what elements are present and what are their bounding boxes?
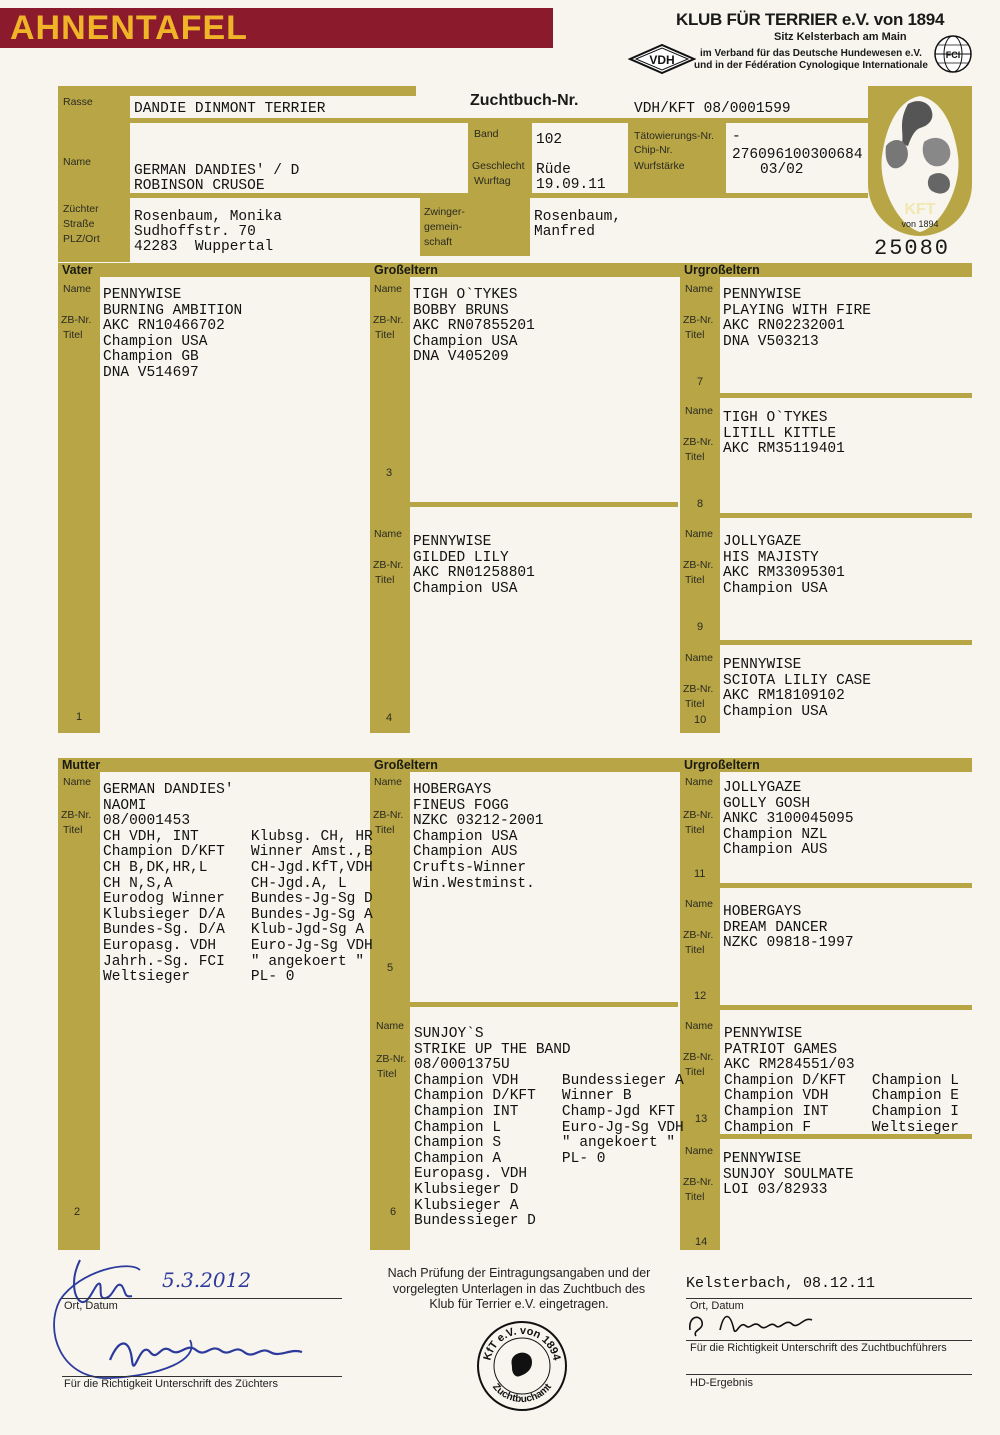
pedigree-entry-6 [370,1018,684,1248]
entry-number: 1 [76,711,83,723]
pedigree-entry-9 [680,526,972,638]
name-label: Name [63,156,92,168]
name-label: Name [63,776,92,788]
vdh-logo [628,44,696,74]
breeder-signature-label: Für die Richtigkeit Unterschrift des Züchters [64,1378,278,1390]
registration-note [360,1266,678,1313]
titel-label: Titel [63,329,83,341]
registrar-ort-datum: Kelsterbach, 08.12.11 [686,1275,876,1292]
pedigree-entry-10 [680,650,972,732]
strasse-label: Straße [63,218,95,230]
breeder-ort-line [62,1298,342,1299]
hd-result-line [686,1374,972,1375]
titel-label: Titel [685,451,705,463]
zwinger-label-2: gemein- [424,221,462,233]
zuchtbuchamt-stamp [476,1320,568,1412]
zb-label: ZB-Nr. [376,1053,407,1065]
zb-label: ZB-Nr. [683,1051,714,1063]
entry-text: JOLLYGAZE GOLLY GOSH ANKC 3100045095 Champion NZL Champion AUS [723,780,854,859]
fci-logo-text: FCI [945,50,961,60]
titel-label: Titel [685,824,705,836]
urgrosseltern-header-1: Urgroßeltern [684,263,760,277]
name-label: Name [374,283,403,295]
zb-label: ZB-Nr. [683,314,714,326]
wurfstaerke-label: Wurfstärke [634,160,685,172]
pedigree-entry-2 [58,776,373,1248]
zb-label: ZB-Nr. [683,683,714,695]
divider-12-13 [720,1005,972,1010]
registrar-ort-label: Ort, Datum [690,1300,744,1312]
divider-3-4 [410,502,678,507]
name-label: Name [685,528,714,540]
mother-header-bar [58,758,972,772]
entry-number: 9 [697,621,704,633]
entry-text: PENNYWISE PATRIOT GAMES AKC RM284551/03 Champion D/KFT Champion L Champion VDH Champion E Champion INT Champion I Champion F Weltsieger [724,1026,959,1136]
kft-logo-text: KFT [904,201,936,218]
entry-text: PENNYWISE SCIOTA LILIY CASE AKC RM18109102 Champion USA [723,657,871,720]
page-title: AHNENTAFEL [10,9,248,47]
pedigree-entry-12 [680,896,972,1004]
chip-value: 276096100300684 [732,147,863,163]
vdh-logo-text: VDH [649,53,675,67]
rasse-label: Rasse [63,96,93,108]
geschlecht-label: Geschlecht [472,160,525,172]
registrar-signature-line [686,1340,972,1341]
titel-label: Titel [375,824,395,836]
pedigree-entry-14 [680,1143,972,1248]
divider-7-8 [720,393,972,398]
name-label: Name [685,1020,714,1032]
zb-label: ZB-Nr. [61,314,92,326]
band-value: 102 [536,132,563,148]
titel-label: Titel [685,329,705,341]
pedigree-entry-5 [370,776,678,1000]
entry-number: 2 [74,1206,81,1218]
entry-text: TIGH O`TYKES LITILL KITTLE AKC RM35119401 [723,410,845,458]
entry-number: 3 [386,467,393,479]
entry-number: 7 [697,376,704,388]
urgrosseltern-header-2: Urgroßeltern [684,758,760,772]
divider-11-12 [720,883,972,888]
pedigree-entry-8 [680,403,972,513]
entry-text: PENNYWISE PLAYING WITH FIRE AKC RN02232001 DNA V503213 [723,287,871,350]
entry-number: 12 [694,990,707,1002]
entry-number: 6 [390,1206,397,1218]
entry-text: GERMAN DANDIES' NAOMI 08/0001453 CH VDH, INT Klubsg. CH, HR Champion D/KFT Winner Amst.,B CH B,DK,HR,L CH-Jgd.KfT,VDH CH N,S,A CH-Jgd.A, L Eurodog Winner Bundes-Jg-Sg D Klubsieger D/A Bundes-Jg-Sg A Bundes-Sg. D/A Klub-Jgd-Sg A Europasg. VDH Euro-Jg-Sg VDH Jahrh.-Sg. FCI " angekoert " Weltsieger PL- 0 [103,782,373,986]
entry-number: 13 [695,1113,708,1125]
zb-label: ZB-Nr. [61,809,92,821]
pedigree-entry-3 [370,281,678,501]
taetowierung-value: - [732,129,741,145]
taetowierung-label: Tätowierungs-Nr. [634,130,714,142]
entry-number: 5 [387,962,394,974]
zb-label: ZB-Nr. [683,809,714,821]
zb-label: ZB-Nr. [373,559,404,571]
rasse-value: DANDIE DINMONT TERRIER [134,101,326,117]
pedigree-entry-13 [680,1018,972,1136]
stamp-bottom-text: Zuchtbuchamt [490,1381,554,1406]
vater-header: Vater [62,263,93,277]
entry-text: TIGH O`TYKES BOBBY BRUNS AKC RN07855201 Champion USA DNA V405209 [413,287,535,366]
entry-text: PENNYWISE BURNING AMBITION AKC RN10466702 Champion USA Champion GB DNA V514697 [103,287,243,381]
band-label: Band [474,128,499,140]
pedigree-entry-1 [58,281,368,731]
entry-text: PENNYWISE GILDED LILY AKC RN01258801 Champion USA [413,534,535,597]
zwinger-value-2: Manfred [534,224,595,240]
titel-label: Titel [685,574,705,586]
club-seat: Sitz Kelsterbach am Main [774,31,907,43]
zb-label: ZB-Nr. [683,929,714,941]
entry-text: SUNJOY`S STRIKE UP THE BAND 08/0001375U Champion VDH Bundessieger A Champion D/KFT Winner B Champion INT Champ-Jgd KFT Champion L Euro-Jg-Sg VDH Champion S " angekoert " Champion A PL- 0 Europasg. VDH Klubsieger D Klubsieger A Bundessieger D [414,1026,684,1230]
name-line-1: GERMAN DANDIES' / D [134,163,300,179]
zuechter-value: Rosenbaum, Monika [134,209,282,225]
name-label: Name [376,1020,405,1032]
registrar-ort-line [686,1298,972,1299]
breeder-handwritten-date: 5.3.2012 [162,1268,252,1292]
zuchtbuch-label: Zuchtbuch-Nr. [470,92,579,109]
divider-5-6 [410,1002,678,1007]
name-line-2: ROBINSON CRUSOE [134,178,265,194]
name-label: Name [685,776,714,788]
entry-text: HOBERGAYS FINEUS FOGG NZKC 03212-2001 Champion USA Champion AUS Crufts-Winner Win.Westminst. [413,782,544,892]
titel-label: Titel [685,1191,705,1203]
geschlecht-value: Rüde [536,162,571,178]
name-label: Name [374,528,403,540]
pedigree-entry-11 [680,776,972,882]
wurfstaerke-value: 03/02 [760,162,804,178]
breeder-signature [40,1240,340,1390]
titel-label: Titel [685,698,705,710]
father-header-bar [58,263,972,277]
breeder-signature-line [62,1376,342,1377]
entry-number: 4 [386,712,393,724]
zwinger-value-1: Rosenbaum, [534,209,622,225]
wurftag-value: 19.09.11 [536,177,606,193]
plz-value: 42283 Wuppertal [134,239,274,255]
name-label: Name [63,283,92,295]
fci-logo [933,34,973,74]
zb-label: ZB-Nr. [683,436,714,448]
entry-text: JOLLYGAZE HIS MAJISTY AKC RM33095301 Champion USA [723,534,845,597]
name-label: Name [685,898,714,910]
registration-note-line-1: Nach Prüfung der Eintragungsangaben und der [387,1266,651,1280]
entry-number: 10 [694,714,707,726]
wurftag-label: Wurftag [474,175,511,187]
titel-label: Titel [377,1068,397,1080]
divider-8-9 [720,513,972,518]
zb-label: ZB-Nr. [683,559,714,571]
pedigree-entry-7 [680,281,972,391]
zb-label: ZB-Nr. [683,1176,714,1188]
zwinger-label-3: schaft [424,236,453,248]
pedigree-entry-4 [370,526,678,731]
stamp-top-text: KfT e.V. von 1894 [481,1324,563,1362]
svg-text:Zuchtbuchamt [490,1381,554,1405]
entry-text: PENNYWISE SUNJOY SOULMATE LOI 03/82933 [723,1151,854,1199]
plz-label: PLZ/Ort [63,233,100,245]
titel-label: Titel [685,944,705,956]
titel-label: Titel [685,1066,705,1078]
kft-logo [868,86,972,236]
chip-label: Chip-Nr. [634,144,673,156]
zb-label: ZB-Nr. [373,809,404,821]
breeder-ort-label: Ort, Datum [64,1300,118,1312]
entry-number: 8 [697,498,704,510]
zwinger-label-1: Zwinger- [424,206,465,218]
titel-label: Titel [63,824,83,836]
club-name: KLUB FÜR TERRIER e.V. von 1894 [676,10,945,29]
name-label: Name [685,405,714,417]
zuechter-label: Züchter [63,203,99,215]
entry-number: 11 [694,868,706,880]
document-number: 25080 [874,236,951,261]
registrar-signature-label: Für die Richtigkeit Unterschrift des Zuchtbuchführers [690,1342,947,1354]
hd-result-label: HD-Ergebnis [690,1377,753,1389]
registration-note-line-2: vorgelegten Unterlagen in das Zuchtbuch des [392,1281,646,1296]
association-line-2: und in der Fédération Cynologique Internationale [694,60,928,71]
name-label: Name [374,776,403,788]
registrar-signature [680,1300,830,1342]
grosseltern-header-2: Großeltern [374,758,438,772]
name-label: Name [685,1145,714,1157]
association-line-1: im Verband für das Deutsche Hundewesen e.V. [700,48,922,59]
kft-logo-since: von 1894 [901,219,939,229]
mutter-header: Mutter [62,758,101,772]
registration-note-line-3: Klub für Terrier e.V. eingetragen. [429,1297,609,1311]
name-label: Name [685,652,714,664]
titel-label: Titel [375,329,395,341]
entry-number: 14 [695,1236,708,1248]
zuchtbuch-value: VDH/KFT 08/0001599 [634,101,791,117]
grosseltern-header-1: Großeltern [374,263,438,277]
divider-9-10 [720,640,972,645]
name-label: Name [685,283,714,295]
zb-label: ZB-Nr. [373,314,404,326]
strasse-value: Sudhoffstr. 70 [134,224,256,240]
titel-label: Titel [375,574,395,586]
entry-text: HOBERGAYS DREAM DANCER NZKC 09818-1997 [723,904,854,952]
